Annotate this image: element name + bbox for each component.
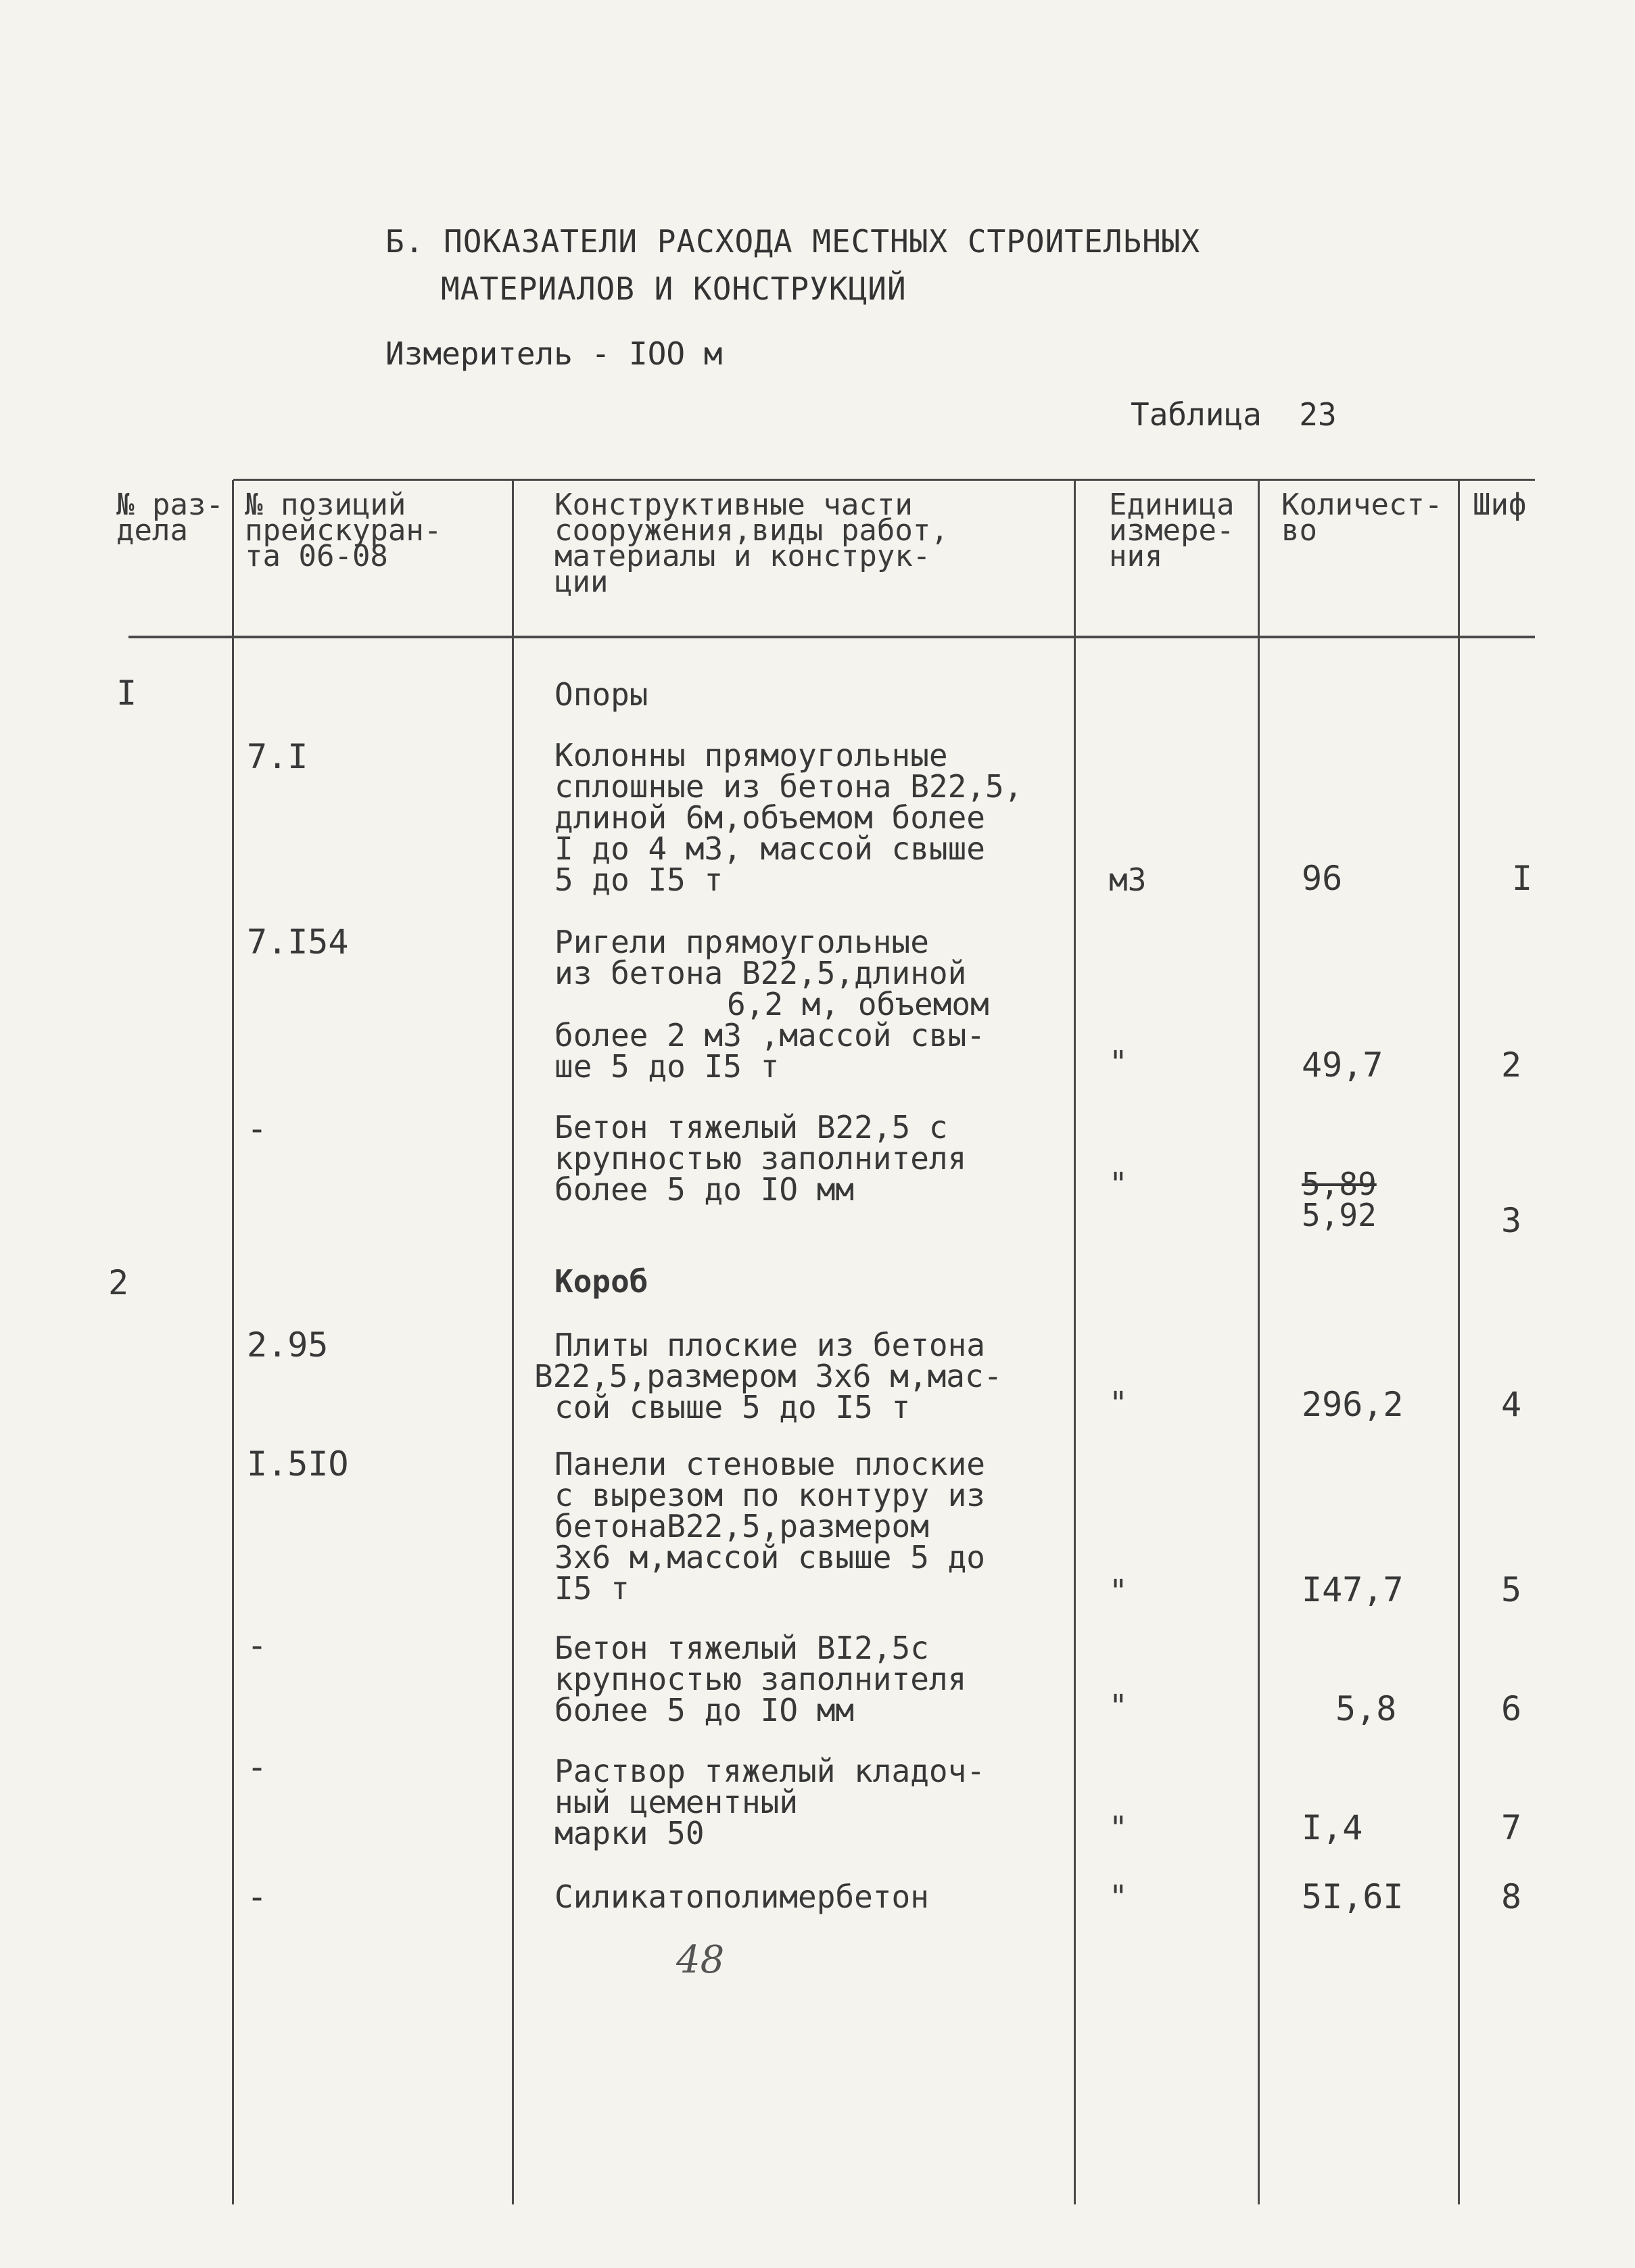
code-value: 4 <box>1501 1385 1522 1424</box>
position-code: 7.I54 <box>247 922 349 962</box>
column-divider-5 <box>1458 480 1460 2204</box>
position-code: 7.I <box>247 737 308 776</box>
row-description: Бетон тяжелый ВI2,5с крупностью заполнителя более 5 до IO мм <box>554 1630 967 1728</box>
code-value: 6 <box>1501 1689 1522 1728</box>
heading-line-1: Б. ПОКАЗАТЕЛИ РАСХОДА МЕСТНЫХ СТРОИТЕЛЬНЫХ <box>385 223 1201 260</box>
table-label: Таблица 23 <box>1131 396 1337 433</box>
position-code: 2.95 <box>247 1325 329 1365</box>
code-value: 3 <box>1501 1201 1522 1240</box>
quantity-value: 96 <box>1302 859 1343 898</box>
code-value: 5 <box>1501 1570 1522 1609</box>
code-value: I <box>1512 859 1533 898</box>
header-description: Конструктивные части сооружения,виды работ, материалы и конструк- ции <box>554 488 949 599</box>
unit-value: " <box>1109 1573 1128 1609</box>
position-code: - <box>247 1109 268 1148</box>
row-description: Колонны прямоугольные сплошные из бетона В22,5, длиной 6м,объемом более I до 4 м3, массой свыше 5 до I5 т <box>554 737 1023 898</box>
unit-value: " <box>1109 1385 1128 1421</box>
quantity-value: 5I,6I <box>1302 1877 1404 1916</box>
header-unit: Единица измере- ния <box>1109 488 1235 573</box>
unit-value: " <box>1109 1044 1128 1081</box>
header-section: № раз- дела <box>116 488 224 548</box>
quantity-value: I,4 <box>1302 1808 1363 1847</box>
position-code: - <box>247 1626 268 1665</box>
position-code: - <box>247 1747 268 1787</box>
row-description: Ригели прямоугольные из бетона В22,5,длиной 6,2 м, объемом более 2 м3 ,массой свы- ше 5 до I5 т <box>554 924 989 1085</box>
measure-unit: Измеритель - IOO м <box>385 335 723 372</box>
header-rule <box>128 636 1535 638</box>
page-number: 48 <box>676 1938 725 1982</box>
section-number: I <box>116 674 137 713</box>
unit-value: " <box>1109 1879 1128 1915</box>
group-title: Опоры <box>554 676 648 713</box>
position-code: - <box>247 1877 268 1916</box>
column-divider-1 <box>232 480 234 2204</box>
row-description: Силикатополимербетон <box>554 1879 929 1915</box>
quantity-value: 49,7 <box>1302 1045 1383 1085</box>
row-description: Плиты плоские из бетона В22,5,размером 3х6 м,мас- сой свыше 5 до I5 т <box>534 1327 1003 1425</box>
column-divider-4 <box>1258 480 1260 2204</box>
code-value: 2 <box>1501 1045 1522 1085</box>
column-divider-2 <box>512 480 514 2204</box>
group-title: Короб <box>554 1263 648 1300</box>
header-quantity: Количест- во <box>1281 488 1443 548</box>
header-position: № позиций прейскуран- та 06-08 <box>245 488 442 573</box>
column-divider-3 <box>1074 480 1076 2204</box>
unit-value: " <box>1109 1688 1128 1724</box>
quantity-value-struck: 5,89 <box>1302 1166 1377 1202</box>
row-description: Панели стеновые плоские с вырезом по контуру из бетонаВ22,5,размером 3х6 м,массой свыше 5 до I5 т <box>554 1446 985 1607</box>
quantity-value-corrected: 5,92 <box>1302 1197 1377 1233</box>
quantity-value: 5,8 <box>1335 1689 1397 1728</box>
unit-value: " <box>1109 1810 1128 1846</box>
code-value: 7 <box>1501 1808 1522 1847</box>
top-rule <box>233 479 1535 481</box>
code-value: 8 <box>1501 1877 1522 1916</box>
header-code: Шиф <box>1473 488 1527 522</box>
heading-line-2: МАТЕРИАЛОВ И КОНСТРУКЦИЙ <box>441 270 907 307</box>
position-code: I.5IO <box>247 1444 349 1484</box>
unit-value: м3 <box>1109 861 1147 898</box>
quantity-value: 296,2 <box>1302 1385 1404 1424</box>
row-description: Бетон тяжелый В22,5 с крупностью заполнителя более 5 до IO мм <box>554 1109 967 1208</box>
section-number: 2 <box>108 1263 129 1302</box>
row-description: Раствор тяжелый кладоч- ный цементный марки 50 <box>554 1753 985 1851</box>
unit-value: " <box>1109 1166 1128 1202</box>
quantity-value: I47,7 <box>1302 1570 1404 1609</box>
